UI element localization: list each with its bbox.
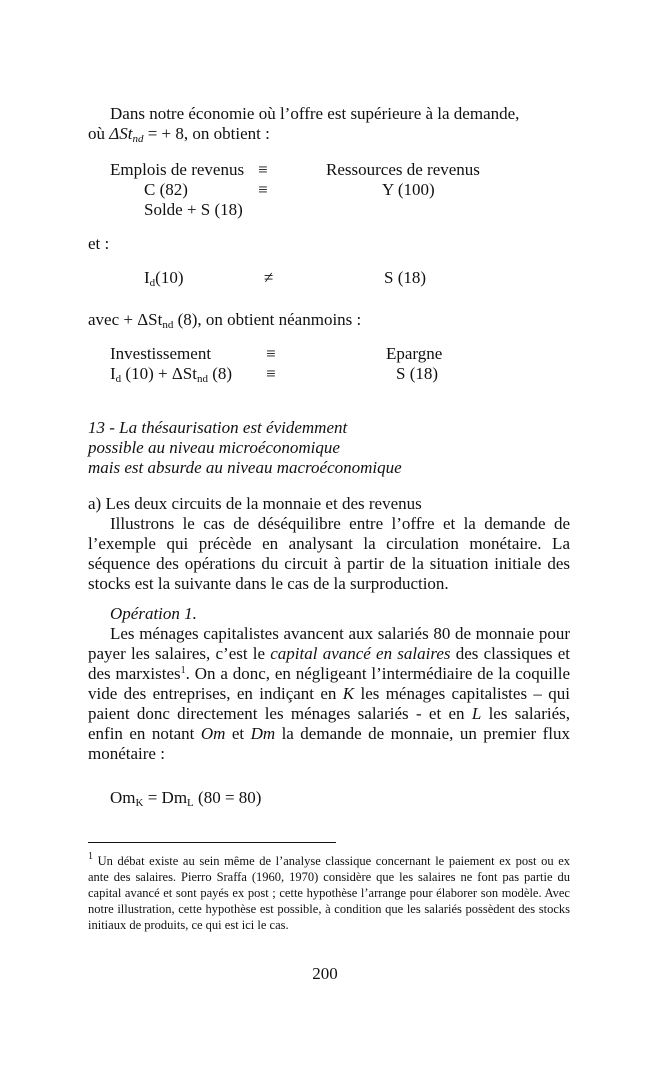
table1-col2-header: Ressources de revenus	[326, 160, 480, 179]
section-heading-line-1: 13 - La thésaurisation est évidemment	[88, 418, 348, 437]
table1-row1-right: Y (100)	[382, 180, 435, 199]
et-label: et :	[88, 234, 110, 253]
paragraph-2: Les ménages capitalistes avancent aux salariés 80 de monnaie pour payer les salaires, c’est le capital avancé en salaires des classiques et des marxistes$^1$. On a donc, en négligeant l’intermédiaire de la coquille vide des entreprises, en indiçant en K les ménages capitalistes – qui paient donc directement les ménages salariés - et en L les salariés, enfin en notant Om et Dm la demande de monnaie, un premier flux monétaire :	[88, 624, 570, 763]
investment-value: $I_d(10)$	[144, 268, 184, 289]
table2-equiv-2: ≡	[266, 364, 276, 383]
subsection-title: a) Les deux circuits de la monnaie et des revenus	[88, 494, 422, 513]
intro-line-2: où ΔSt$_{nd}$ = + 8, on obtient :	[88, 124, 270, 145]
table1-equiv-1: ≡	[258, 160, 268, 179]
footnote-ref: 1	[180, 665, 186, 676]
table1-col1-header: Emplois de revenus	[110, 160, 245, 179]
delta-st-symbol: ΔSt$_{nd}$	[109, 124, 144, 145]
avec-line: avec + ΔSt$_{nd}$ (8), on obtient néanmoins :	[88, 310, 362, 331]
monetary-flow-formula: $Om_K = Dm_L$ (80 = 80)	[110, 788, 262, 809]
page-number: 200	[312, 964, 338, 983]
intro-line-1: Dans notre économie où l’offre est supérieure à la demande,	[110, 104, 520, 123]
not-equal-sign: ≠	[264, 268, 274, 287]
savings-value: S (18)	[384, 268, 427, 287]
footnote-mark: 1	[88, 851, 93, 862]
table2-row1-left: $I_d$ (10) + ΔSt$_{nd}$ (8)	[110, 364, 233, 385]
paragraph-1: Illustrons le cas de déséquilibre entre l’offre et la demande de l’exemple qui précède en analysant la circulation monétaire. La séquence des opérations du circuit à partir de la situation initiale des stocks est la suivante dans le cas de la surproduction.	[88, 514, 570, 593]
table2-row1-right: S (18)	[396, 364, 439, 383]
section-heading-line-2: possible au niveau microéconomique	[88, 438, 340, 457]
table2-col2-header: Epargne	[386, 344, 443, 363]
table1-row2-left: Solde + S (18)	[144, 200, 243, 219]
table1-row1-left: C (82)	[144, 180, 188, 199]
table2-col1-header: Investissement	[110, 344, 212, 363]
operation-label: Opération 1.	[110, 604, 197, 623]
table1-equiv-2: ≡	[258, 180, 268, 199]
footnote-rule	[88, 842, 336, 843]
section-heading-line-3: mais est absurde au niveau macroéconomique	[88, 458, 402, 477]
footnote: $^1$ Un débat existe au sein même de l’analyse classique concernant le paiement ex post ou ex ante des salaires. Pierro Sraffa (1960, 1970) considère que les salaires ne font pas partie du capital avancé et sont payés ex post ; cette hypothèse l’arrange pour élaborer son modèle. Avec notre illustration, cette hypothèse est possible, à condition que les salariés possèdent des stocks initiaux de produits, ce qui est ici le cas.	[88, 851, 570, 932]
table2-equiv-1: ≡	[266, 344, 276, 363]
